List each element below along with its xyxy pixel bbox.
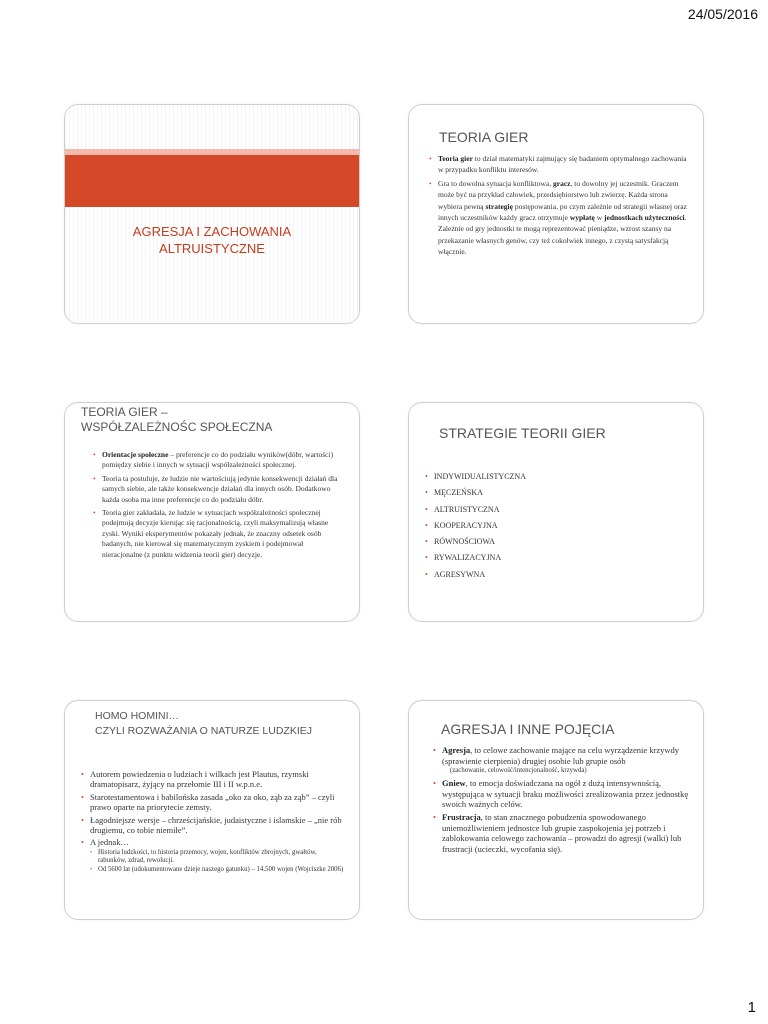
list-item: • Autorem powiedzenia o ludziach i wilkach jest Plautus, rzymski dramatopisarz, żyjący na przełomie III i II w.p.n.e. — [81, 769, 345, 790]
term-bold: wypłatę — [569, 213, 595, 223]
heading-line-2: WSPÓŁZALEŻNOŚC SPOŁECZNA — [81, 420, 273, 434]
sub-list-item: • Historia ludzkości, to historia przemocy, wojen, konfliktów zbrojnych, gwałtów, rabunków, zdrad, rewolucji. — [90, 849, 345, 866]
item-text: , to stan znacznego pobudzenia spowodowanego uniemożliwieniem jednostce lub grupie zaspokojenia jej potrzeb i zablokowania celowego zachowania – prowadzi do agresji (walki) lub frustracji (ucieczki, wycofania się). — [442, 811, 682, 854]
strategy-list — [425, 469, 685, 583]
term-bold: Frustracja — [442, 811, 481, 822]
list-item: • RÓWNOŚCIOWA — [425, 534, 685, 550]
list-item: • INDYWIDUALISTYCZNA — [425, 469, 685, 485]
term-bold: Agresja — [442, 745, 471, 755]
accent-band — [65, 155, 359, 207]
item-text: , to celowe zachowanie mające na celu wyrządzenie krzywdy (sprawienie cierpienia) drugiej osobie lub grupie osób — [442, 745, 680, 766]
item-text: . Zależnie od gry jednostki te mogą reprezentować pieniądze, wzrost szansy na przekazanie własnych genów, czy też cokolwiek innego, z czystą satysfakcją włącznie. — [438, 213, 687, 257]
list-item — [429, 178, 687, 258]
item-text: Gra to dowolna sytuacja konfliktowa, — [438, 178, 553, 188]
list-item: • Łagodniejsze wersje – chrześcijańskie, judaistyczne i islamskie – „nie rób drugiemu, co tobie niemiłe”. — [81, 815, 345, 836]
slide-heading: TEORIA GIER — [439, 129, 529, 145]
slide-heading: AGRESJA I INNE POJĘCIA — [441, 721, 615, 737]
bullet-list — [429, 153, 687, 260]
slide-teoria-gier — [408, 104, 704, 324]
term-bold: jednostkach użyteczności — [604, 213, 685, 223]
list-item — [93, 450, 343, 471]
slide-heading — [81, 405, 272, 435]
list-item — [433, 745, 691, 776]
list-item: • MĘCZEŃSKA — [425, 485, 685, 501]
bullet-list — [93, 450, 343, 563]
bullet-list — [81, 769, 345, 877]
list-item: • Teoria ta postuluje, że ludzie nie wartościują jedynie konsekwencji działań dla samych siebie, ale także konsekwencje działań dla innych osób. Dodatkowo każda osoba ma inne preferencje co do podziału dóbr. — [93, 474, 343, 505]
list-item: • AGRESYWNA — [425, 567, 685, 583]
term-bold: strategię — [485, 201, 513, 211]
slide-heading: STRATEGIE TEORII GIER — [439, 425, 606, 441]
list-item — [429, 153, 687, 176]
presentation-title — [65, 223, 359, 257]
item-note: (zachowanie, celowość/intencjonalność, krzywda) — [450, 767, 587, 775]
list-item: • Starotestamentowa i babilońska zasada „oko za oko, ząb za ząb” – czyli prawo oparte na priorytecie zemsty. — [81, 792, 345, 813]
list-item: • ALTRUISTYCZNA — [425, 502, 685, 518]
item-text: to dział matematyki zajmujący się badaniem optymalnego zachowania w przypadku konfliktu interesów. — [438, 154, 687, 175]
title-line-1: AGRESJA I ZACHOWANIA — [132, 224, 292, 239]
term-bold: Teoria gier — [438, 154, 473, 163]
slide-homo-homini — [64, 700, 360, 920]
item-text: – preferencje co do podziału wyników(dóbr, wartości) pomiędzy siebie i innych w sytuacji współzależności społecznej. — [102, 450, 334, 470]
slide-title — [64, 104, 360, 324]
slide-agresja-pojecia — [408, 700, 704, 920]
heading-line-1: TEORIA GIER – — [81, 405, 168, 419]
item-text: , to dowolny jej uczestnik. Graczem może być na przykład człowiek, przedsiębiorstwo lub zwierzę. Każda strona wybiera pewną — [438, 178, 679, 211]
term-bold: gracz — [552, 178, 571, 188]
slide-wspolzaleznosc — [64, 402, 360, 622]
bullet-list — [433, 745, 691, 856]
slide-background-stripes — [65, 105, 359, 323]
slide-strategie — [408, 402, 704, 622]
slide-heading — [95, 709, 312, 739]
list-item: • RYWALIZACYJNA — [425, 550, 685, 566]
page-number: 1 — [747, 999, 756, 1016]
term-bold: Gniew — [442, 778, 466, 789]
item-text: A jednak… — [90, 837, 129, 848]
item-text: , to emocja doświadczana na ogół z dużą intensywnością, występująca w sytuacji braku możliwości zrealizowania przez jednostkę swoich ważnych celów. — [442, 778, 689, 810]
heading-line-1: HOMO HOMINI… — [95, 710, 179, 722]
list-item — [433, 778, 691, 810]
item-text: w — [594, 213, 604, 223]
term-bold: Orientacje społeczne — [102, 450, 169, 459]
item-text: postępowania, po czym zależnie od strategii własnej oraz innych uczestników każdy gracz otrzymuje — [438, 201, 687, 223]
sub-list — [90, 849, 345, 875]
print-date: 24/05/2016 — [687, 6, 758, 22]
title-line-2: ALTRUISTYCZNE — [159, 241, 265, 256]
list-item: • KOOPERACYJNA — [425, 518, 685, 534]
list-item — [81, 837, 345, 874]
list-item — [433, 812, 691, 854]
list-item: • Teoria gier zakładała, że ludzie w sytuacjach współzależności społecznej podejmują decyzje kierując się racjonalnością, czyli maksymalizują własne zyski. Wyniki eksperymentów pokazały jednak, że znaczny odsetek osób badanych, nie kierował się matematycznym zyskiem i podejmował nieracjonalne (z punktu widzenia teorii gier) decyzje. — [93, 508, 343, 560]
sub-list-item: • Od 5600 lat (udokumentowane dzieje naszego gatunku) – 14.500 wojen (Wojciszke 2006) — [90, 866, 345, 875]
heading-line-2: CZYLI ROZWAŻANIA O NATURZE LUDZKIEJ — [95, 725, 313, 737]
